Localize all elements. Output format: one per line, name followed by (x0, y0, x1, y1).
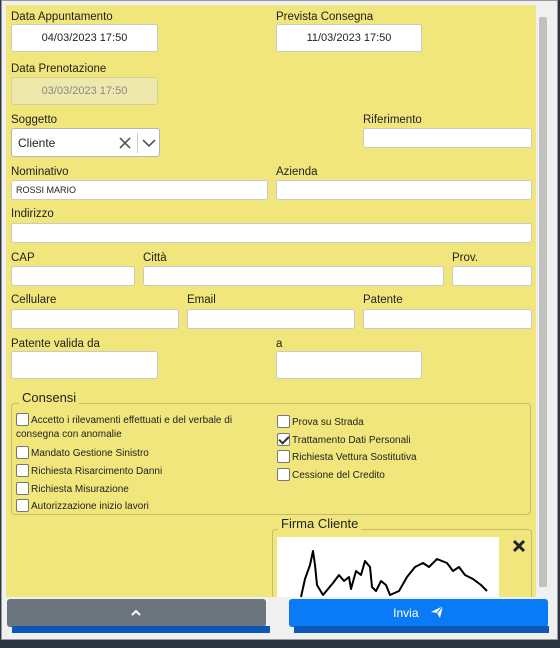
consenso-rilevamenti[interactable]: Accetto i rilevamenti effettuati e del verbale di consegna con anomalie (16, 415, 233, 440)
label-riferimento: Riferimento (363, 114, 422, 126)
checkbox[interactable] (16, 446, 29, 459)
app-window (1, 0, 558, 640)
azienda-input[interactable] (276, 180, 532, 200)
patente-input[interactable] (363, 309, 532, 329)
nominativo-input[interactable]: ROSSI MARIO (11, 180, 268, 200)
soggetto-select[interactable] (11, 128, 160, 157)
checkbox[interactable] (277, 450, 290, 463)
label-patente-valida-da: Patente valida da (11, 338, 100, 350)
data-appuntamento-input[interactable]: 04/03/2023 17:50 (11, 24, 158, 52)
chevron-up-icon (129, 606, 143, 620)
underbar-left (12, 626, 270, 633)
close-icon[interactable] (511, 538, 527, 554)
label-cap: CAP (11, 252, 35, 264)
checkbox[interactable] (277, 468, 290, 481)
label-email: Email (187, 294, 216, 306)
riferimento-input[interactable] (363, 128, 532, 148)
patente-valida-a-input[interactable] (276, 351, 422, 379)
label-data-prenotazione: Data Prenotazione (11, 63, 107, 75)
underbar-right (294, 626, 549, 633)
scroll-up-button[interactable] (7, 599, 266, 627)
signature-canvas[interactable] (277, 537, 499, 597)
label-patente-valida-a: a (276, 338, 283, 350)
checkbox[interactable] (16, 413, 29, 426)
label-nominativo: Nominativo (11, 166, 69, 178)
consenso-inizio-lavori[interactable]: Autorizzazione inizio lavori (16, 499, 149, 514)
soggetto-value: Cliente (18, 136, 56, 150)
prov-input[interactable] (452, 266, 532, 286)
patente-valida-da-input[interactable] (11, 351, 158, 379)
label-soggetto: Soggetto (11, 114, 58, 126)
indirizzo-input[interactable] (11, 223, 532, 243)
label-citta: Città (143, 252, 167, 264)
checkbox[interactable] (16, 482, 29, 495)
label-prevista-consegna: Prevista Consegna (276, 11, 374, 23)
label-azienda: Azienda (276, 166, 318, 178)
firma-title: Firma Cliente (278, 516, 361, 531)
consenso-vettura-sostitutiva[interactable]: Richiesta Vettura Sostitutiva (277, 450, 417, 465)
submit-button[interactable] (289, 599, 548, 627)
scrollbar-thumb[interactable] (539, 17, 547, 587)
consenso-misurazione[interactable]: Richiesta Misurazione (16, 482, 129, 497)
citta-input[interactable] (143, 266, 444, 286)
consenso-cessione-credito[interactable]: Cessione del Credito (277, 468, 385, 483)
signature-drawing (277, 537, 499, 597)
label-patente: Patente (363, 294, 403, 306)
email-input[interactable] (187, 309, 355, 329)
close-x-icon[interactable] (116, 134, 134, 152)
consenso-trattamento-dati[interactable]: Trattamento Dati Personali (277, 433, 411, 448)
label-data-appuntamento: Data Appuntamento (11, 11, 113, 23)
consenso-prova-strada[interactable]: Prova su Strada (277, 415, 364, 430)
checkbox[interactable] (16, 499, 29, 512)
scrollbar[interactable] (537, 5, 549, 597)
checkbox-checked[interactable] (277, 433, 290, 446)
select-separator (137, 133, 138, 153)
paper-plane-icon (430, 605, 444, 619)
consenso-mandato-gestione[interactable]: Mandato Gestione Sinistro (16, 446, 149, 461)
prevista-consegna-input[interactable]: 11/03/2023 17:50 (276, 24, 422, 52)
form-panel (6, 5, 536, 597)
checkbox[interactable] (16, 464, 29, 477)
consensi-title: Consensi (19, 390, 79, 405)
label-cellulare: Cellulare (11, 294, 57, 306)
submit-label: Invia (393, 606, 419, 620)
cap-input[interactable] (11, 266, 135, 286)
label-indirizzo: Indirizzo (11, 208, 54, 220)
data-prenotazione-input: 03/03/2023 17:50 (11, 77, 158, 105)
label-prov: Prov. (452, 252, 478, 264)
consenso-risarcimento[interactable]: Richiesta Risarcimento Danni (16, 464, 162, 479)
chevron-down-icon[interactable] (140, 134, 158, 152)
cellulare-input[interactable] (11, 309, 179, 329)
checkbox[interactable] (277, 415, 290, 428)
